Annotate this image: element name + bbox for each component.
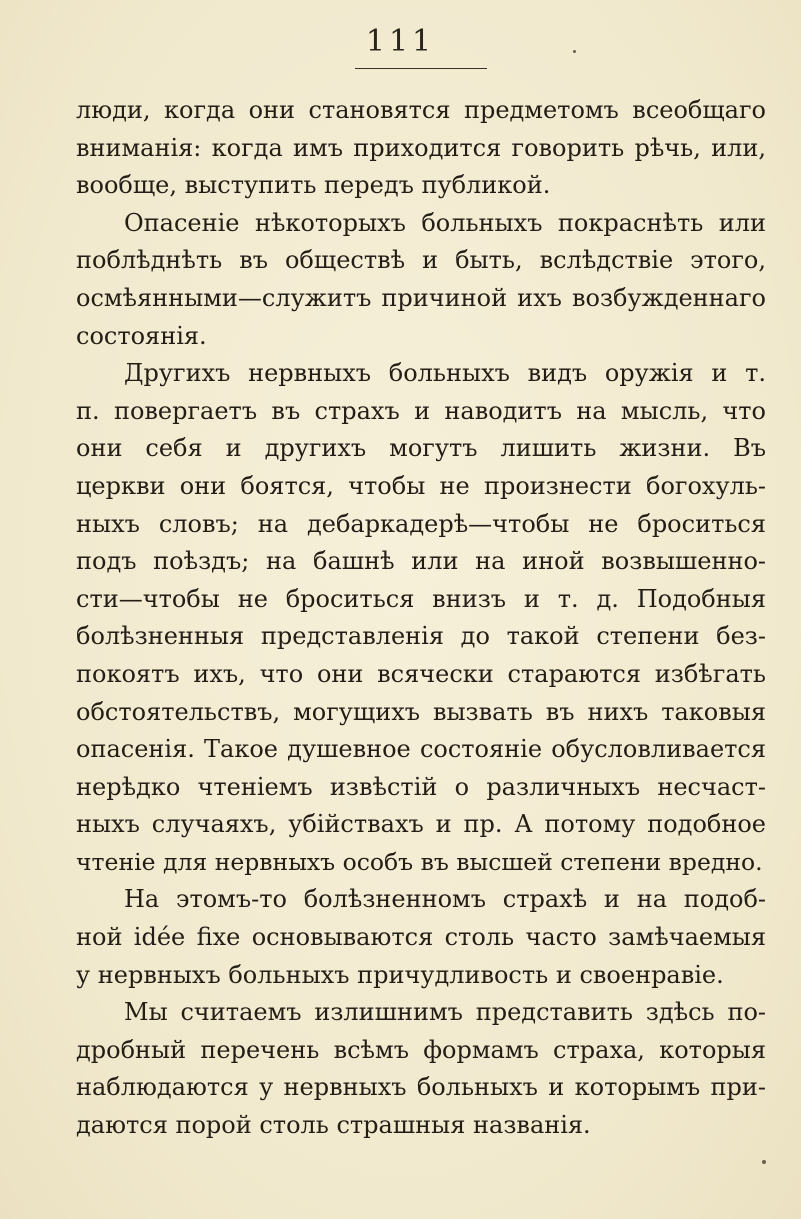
- print-speck: [762, 1160, 766, 1164]
- text-line: покоятъ ихъ, что они всячески стараются избѣгать: [76, 659, 766, 688]
- text-line: осмѣянными—служитъ причиной ихъ возбужденнаго: [76, 283, 766, 312]
- body-text: [76, 92, 766, 1145]
- print-speck: [573, 50, 576, 53]
- text-line: люди, когда они становятся предметомъ всеобщаго: [76, 96, 766, 124]
- header-rule: [355, 68, 487, 69]
- text-line: вообще, выступить передъ публикой.: [76, 171, 551, 200]
- text-line: ныхъ словъ; на дебаркадерѣ—чтобы не броситься: [76, 509, 766, 538]
- text-line: они себя и другихъ могутъ лишить жизни. Въ: [76, 434, 766, 463]
- text-line: поблѣднѣть въ обществѣ и быть, вслѣдствіе этого,: [76, 246, 766, 275]
- text-line: чтеніе для нервныхъ особъ въ высшей степени вредно.: [76, 847, 763, 876]
- text-line: состоянія.: [76, 321, 207, 350]
- text-line: у нервныхъ больныхъ причудливость и своенравіе.: [76, 960, 724, 989]
- text-line: п. повергаетъ въ страхъ и наводитъ на мысль, что: [76, 396, 766, 425]
- text-line: сти—чтобы не броситься внизъ и т. д. Подобныя: [76, 584, 766, 613]
- text-line: обстоятельствъ, могущихъ вызвать въ нихъ таковыя: [76, 697, 766, 726]
- text-line: нерѣдко чтеніемъ извѣстій о различныхъ несчаст-: [76, 772, 766, 801]
- text-line: дробный перечень всѣмъ формамъ страха, которыя: [76, 1035, 766, 1064]
- text-line: Другихъ нервныхъ больныхъ видъ оружія и т.: [124, 359, 766, 388]
- text-line: церкви они боятся, чтобы не произнести богохуль-: [76, 471, 766, 500]
- page-number: 111: [365, 24, 436, 59]
- text-line: даются порой столь страшныя названія.: [76, 1111, 591, 1140]
- text-line: подъ поѣздъ; на башнѣ или на иной возвышенно-: [76, 547, 766, 576]
- text-line: опасенія. Такое душевное состояніе обусловливается: [76, 735, 766, 764]
- text-line: болѣзненныя представленія до такой степени без-: [76, 622, 766, 651]
- text-line: Мы считаемъ излишнимъ представить здѣсь по-: [124, 998, 766, 1027]
- text-line: ныхъ случаяхъ, убійствахъ и пр. А потому подобное: [76, 810, 766, 839]
- text-line: вниманія: когда имъ приходится говорить рѣчь, или,: [76, 133, 766, 162]
- text-line: ной idée fixe основываются столь часто замѣчаемыя: [76, 923, 766, 952]
- text-line: наблюдаются у нервныхъ больныхъ и которымъ при-: [76, 1073, 766, 1102]
- text-line: На этомъ-то болѣзненномъ страхѣ и на подоб-: [124, 885, 766, 914]
- text-line: Опасеніе нѣкоторыхъ больныхъ покраснѣть или: [124, 208, 766, 237]
